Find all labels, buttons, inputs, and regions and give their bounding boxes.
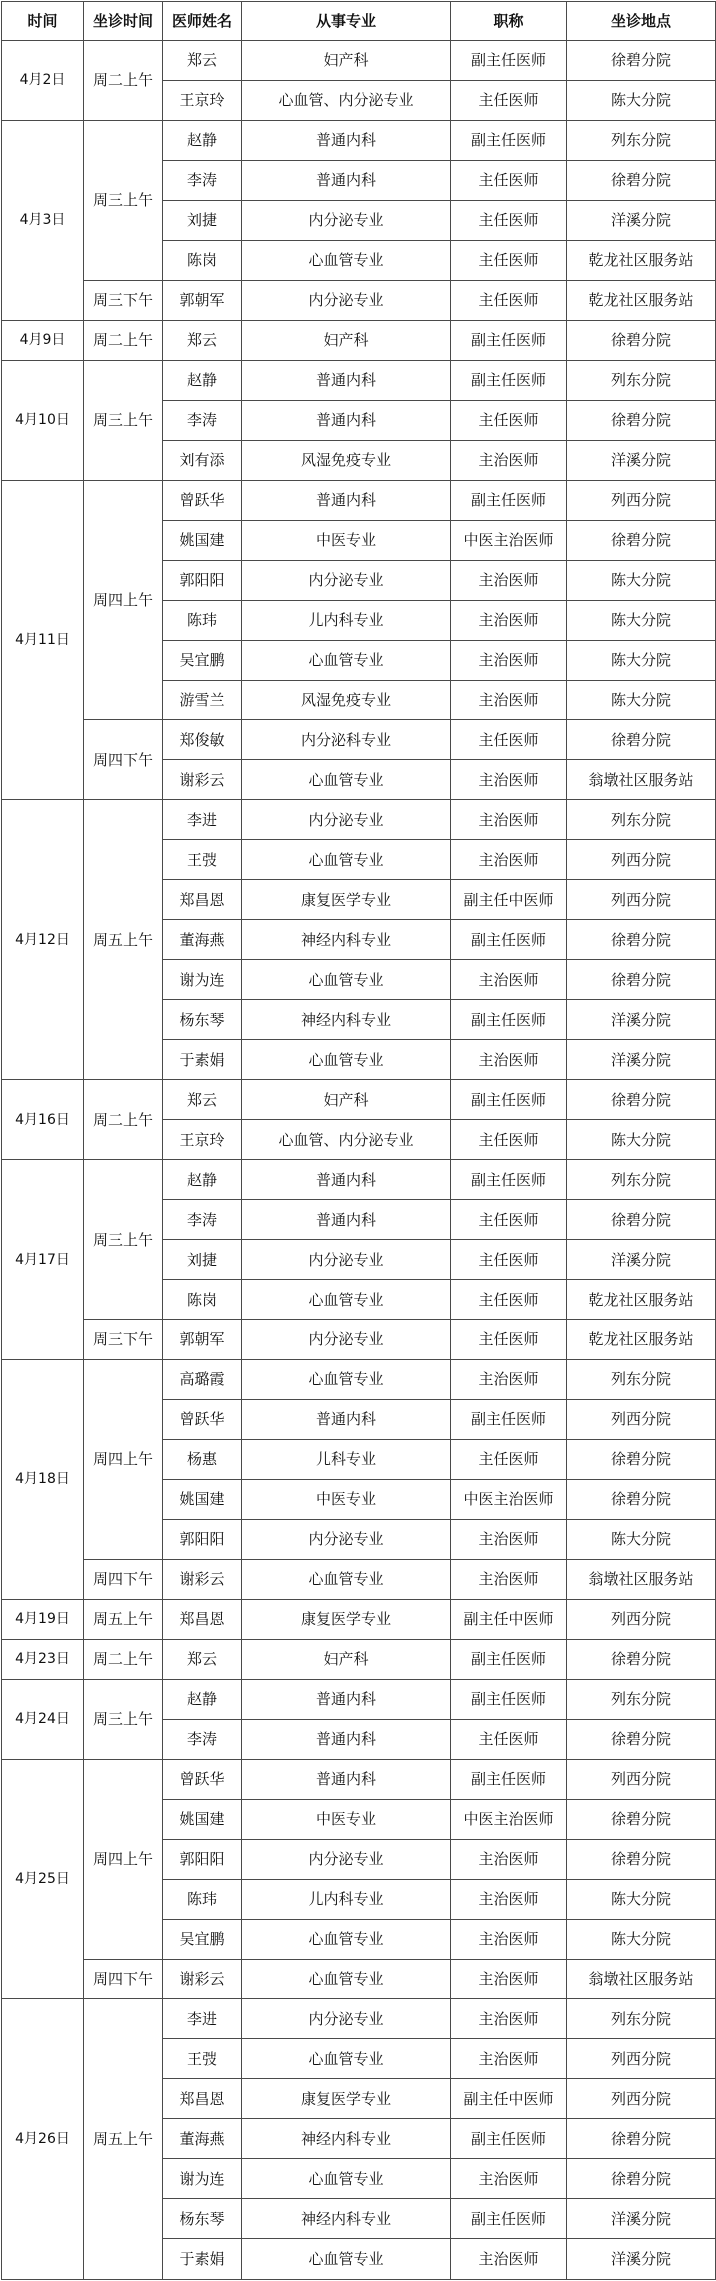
table-row — [2, 1599, 716, 1639]
location-cell: 列西分院 — [567, 880, 716, 920]
specialty-cell: 康复医学专业 — [242, 1599, 451, 1639]
specialty-cell: 康复医学专业 — [242, 880, 451, 920]
doctor-name-cell: 王京玲 — [163, 1120, 242, 1160]
session-time-cell: 周三上午 — [84, 120, 163, 280]
session-time-cell: 周四上午 — [84, 480, 163, 720]
title-cell: 主治医师 — [451, 1919, 567, 1959]
doctor-name-cell: 郑云 — [163, 320, 242, 360]
doctor-name-cell: 董海燕 — [163, 2119, 242, 2159]
location-cell: 徐碧分院 — [567, 400, 716, 440]
schedule-body — [2, 41, 716, 2280]
location-cell: 徐碧分院 — [567, 1719, 716, 1759]
title-cell: 副主任中医师 — [451, 2079, 567, 2119]
session-time-cell: 周三上午 — [84, 1160, 163, 1320]
location-cell: 洋溪分院 — [567, 440, 716, 480]
session-time-cell: 周二上午 — [84, 1639, 163, 1679]
location-cell: 乾龙社区服务站 — [567, 1320, 716, 1360]
doctor-name-cell: 陈岗 — [163, 240, 242, 280]
doctor-name-cell: 王京玲 — [163, 80, 242, 120]
title-cell: 副主任中医师 — [451, 1599, 567, 1639]
location-cell: 列东分院 — [567, 1679, 716, 1719]
doctor-name-cell: 杨惠 — [163, 1439, 242, 1479]
doctor-name-cell: 李涛 — [163, 160, 242, 200]
specialty-cell: 妇产科 — [242, 1639, 451, 1679]
location-cell: 徐碧分院 — [567, 320, 716, 360]
title-cell: 主治医师 — [451, 1999, 567, 2039]
table-row — [2, 1999, 716, 2039]
date-cell: 4月3日 — [2, 120, 84, 320]
specialty-cell: 心血管专业 — [242, 760, 451, 800]
table-row — [2, 1679, 716, 1719]
title-cell: 副主任医师 — [451, 2199, 567, 2239]
session-time-cell: 周五上午 — [84, 800, 163, 1080]
specialty-cell: 普通内科 — [242, 360, 451, 400]
title-cell: 副主任医师 — [451, 920, 567, 960]
location-cell: 徐碧分院 — [567, 960, 716, 1000]
specialty-cell: 普通内科 — [242, 1399, 451, 1439]
location-cell: 列东分院 — [567, 120, 716, 160]
doctor-name-cell: 王弢 — [163, 2039, 242, 2079]
location-cell: 列西分院 — [567, 2039, 716, 2079]
location-cell: 洋溪分院 — [567, 2239, 716, 2280]
title-cell: 主任医师 — [451, 240, 567, 280]
session-time-cell: 周五上午 — [84, 1999, 163, 2280]
title-cell: 主治医师 — [451, 2159, 567, 2199]
location-cell: 列西分院 — [567, 480, 716, 520]
title-cell: 主治医师 — [451, 1839, 567, 1879]
table-row — [2, 1080, 716, 1120]
specialty-cell: 内分泌科专业 — [242, 720, 451, 760]
location-cell: 陈大分院 — [567, 560, 716, 600]
date-cell: 4月9日 — [2, 320, 84, 360]
title-cell: 主治医师 — [451, 840, 567, 880]
table-row — [2, 1320, 716, 1360]
title-cell: 主任医师 — [451, 280, 567, 320]
location-cell: 乾龙社区服务站 — [567, 240, 716, 280]
specialty-cell: 神经内科专业 — [242, 1000, 451, 1040]
date-cell: 4月19日 — [2, 1599, 84, 1639]
table-row — [2, 360, 716, 400]
specialty-cell: 妇产科 — [242, 320, 451, 360]
location-cell: 列西分院 — [567, 1759, 716, 1799]
location-cell: 乾龙社区服务站 — [567, 1280, 716, 1320]
doctor-name-cell: 于素娟 — [163, 1040, 242, 1080]
doctor-name-cell: 杨东琴 — [163, 1000, 242, 1040]
doctor-name-cell: 郭朝军 — [163, 1320, 242, 1360]
specialty-cell: 心血管专业 — [242, 1959, 451, 1999]
location-cell: 乾龙社区服务站 — [567, 280, 716, 320]
doctor-name-cell: 郑昌恩 — [163, 880, 242, 920]
specialty-cell: 心血管、内分泌专业 — [242, 1120, 451, 1160]
specialty-cell: 妇产科 — [242, 1080, 451, 1120]
doctor-name-cell: 郭阳阳 — [163, 1839, 242, 1879]
doctor-name-cell: 郑昌恩 — [163, 1599, 242, 1639]
specialty-cell: 风湿免疫专业 — [242, 680, 451, 720]
title-cell: 主任医师 — [451, 1320, 567, 1360]
doctor-name-cell: 郑云 — [163, 1639, 242, 1679]
title-cell: 主治医师 — [451, 1359, 567, 1399]
title-cell: 主治医师 — [451, 600, 567, 640]
title-cell: 副主任医师 — [451, 1679, 567, 1719]
doctor-name-cell: 赵静 — [163, 360, 242, 400]
specialty-cell: 内分泌专业 — [242, 1839, 451, 1879]
location-cell: 翁墩社区服务站 — [567, 760, 716, 800]
specialty-cell: 心血管专业 — [242, 2159, 451, 2199]
header-location: 坐诊地点 — [567, 2, 716, 41]
doctor-name-cell: 赵静 — [163, 1160, 242, 1200]
location-cell: 陈大分院 — [567, 600, 716, 640]
session-time-cell: 周二上午 — [84, 41, 163, 121]
title-cell: 副主任医师 — [451, 1399, 567, 1439]
session-time-cell: 周三下午 — [84, 1320, 163, 1360]
location-cell: 列东分院 — [567, 1359, 716, 1399]
date-cell: 4月10日 — [2, 360, 84, 480]
table-row — [2, 320, 716, 360]
specialty-cell: 风湿免疫专业 — [242, 440, 451, 480]
title-cell: 主治医师 — [451, 2239, 567, 2280]
table-row — [2, 1160, 716, 1200]
doctor-name-cell: 谢彩云 — [163, 1959, 242, 1999]
title-cell: 副主任医师 — [451, 120, 567, 160]
specialty-cell: 内分泌专业 — [242, 560, 451, 600]
location-cell: 徐碧分院 — [567, 1080, 716, 1120]
session-time-cell: 周四下午 — [84, 1959, 163, 1999]
session-time-cell: 周四上午 — [84, 1359, 163, 1559]
title-cell: 主任医师 — [451, 720, 567, 760]
date-cell: 4月2日 — [2, 41, 84, 121]
location-cell: 洋溪分院 — [567, 1000, 716, 1040]
title-cell: 中医主治医师 — [451, 1479, 567, 1519]
doctor-name-cell: 姚国建 — [163, 1799, 242, 1839]
session-time-cell: 周二上午 — [84, 1080, 163, 1160]
doctor-name-cell: 刘捷 — [163, 200, 242, 240]
header-session-time: 坐诊时间 — [84, 2, 163, 41]
specialty-cell: 心血管专业 — [242, 240, 451, 280]
title-cell: 主治医师 — [451, 640, 567, 680]
specialty-cell: 内分泌专业 — [242, 1240, 451, 1280]
title-cell: 主任医师 — [451, 1719, 567, 1759]
title-cell: 主治医师 — [451, 440, 567, 480]
date-cell: 4月23日 — [2, 1639, 84, 1679]
location-cell: 徐碧分院 — [567, 160, 716, 200]
doctor-name-cell: 李进 — [163, 800, 242, 840]
doctor-name-cell: 董海燕 — [163, 920, 242, 960]
title-cell: 副主任医师 — [451, 1759, 567, 1799]
specialty-cell: 普通内科 — [242, 1200, 451, 1240]
specialty-cell: 普通内科 — [242, 120, 451, 160]
title-cell: 主任医师 — [451, 200, 567, 240]
location-cell: 徐碧分院 — [567, 41, 716, 81]
specialty-cell: 神经内科专业 — [242, 2199, 451, 2239]
doctor-name-cell: 陈玮 — [163, 1879, 242, 1919]
title-cell: 主任医师 — [451, 400, 567, 440]
title-cell: 主治医师 — [451, 560, 567, 600]
specialty-cell: 康复医学专业 — [242, 2079, 451, 2119]
title-cell: 主任医师 — [451, 1200, 567, 1240]
specialty-cell: 中医专业 — [242, 520, 451, 560]
location-cell: 陈大分院 — [567, 1519, 716, 1559]
doctor-name-cell: 赵静 — [163, 120, 242, 160]
doctor-name-cell: 郑俊敏 — [163, 720, 242, 760]
title-cell: 副主任医师 — [451, 360, 567, 400]
location-cell: 列西分院 — [567, 2079, 716, 2119]
location-cell: 陈大分院 — [567, 1879, 716, 1919]
specialty-cell: 儿科专业 — [242, 1439, 451, 1479]
location-cell: 徐碧分院 — [567, 2159, 716, 2199]
title-cell: 中医主治医师 — [451, 520, 567, 560]
location-cell: 徐碧分院 — [567, 1439, 716, 1479]
location-cell: 翁墩社区服务站 — [567, 1959, 716, 1999]
header-row — [2, 2, 716, 41]
table-row — [2, 1959, 716, 1999]
title-cell: 副主任医师 — [451, 1160, 567, 1200]
clinic-schedule-table — [1, 1, 716, 2280]
date-cell: 4月25日 — [2, 1759, 84, 1999]
specialty-cell: 内分泌专业 — [242, 1320, 451, 1360]
doctor-name-cell: 郑昌恩 — [163, 2079, 242, 2119]
doctor-name-cell: 吴宜鹏 — [163, 1919, 242, 1959]
title-cell: 主任医师 — [451, 160, 567, 200]
header-title: 职称 — [451, 2, 567, 41]
date-cell: 4月24日 — [2, 1679, 84, 1759]
date-cell: 4月16日 — [2, 1080, 84, 1160]
session-time-cell: 周四上午 — [84, 1759, 163, 1959]
session-time-cell: 周三上午 — [84, 360, 163, 480]
doctor-name-cell: 谢彩云 — [163, 760, 242, 800]
session-time-cell: 周四下午 — [84, 1559, 163, 1599]
date-cell: 4月26日 — [2, 1999, 84, 2280]
specialty-cell: 儿内科专业 — [242, 600, 451, 640]
specialty-cell: 心血管专业 — [242, 1280, 451, 1320]
location-cell: 列西分院 — [567, 840, 716, 880]
doctor-name-cell: 陈玮 — [163, 600, 242, 640]
location-cell: 徐碧分院 — [567, 520, 716, 560]
specialty-cell: 普通内科 — [242, 480, 451, 520]
location-cell: 陈大分院 — [567, 1919, 716, 1959]
specialty-cell: 内分泌专业 — [242, 1999, 451, 2039]
date-cell: 4月11日 — [2, 480, 84, 800]
date-cell: 4月17日 — [2, 1160, 84, 1360]
title-cell: 主治医师 — [451, 800, 567, 840]
date-cell: 4月12日 — [2, 800, 84, 1080]
doctor-name-cell: 李涛 — [163, 400, 242, 440]
specialty-cell: 内分泌专业 — [242, 280, 451, 320]
title-cell: 副主任医师 — [451, 320, 567, 360]
title-cell: 主任医师 — [451, 1439, 567, 1479]
title-cell: 主任医师 — [451, 80, 567, 120]
session-time-cell: 周三下午 — [84, 280, 163, 320]
doctor-name-cell: 刘有添 — [163, 440, 242, 480]
doctor-name-cell: 姚国建 — [163, 520, 242, 560]
doctor-name-cell: 曾跃华 — [163, 1399, 242, 1439]
location-cell: 列东分院 — [567, 1999, 716, 2039]
location-cell: 陈大分院 — [567, 1120, 716, 1160]
doctor-name-cell: 李涛 — [163, 1200, 242, 1240]
location-cell: 徐碧分院 — [567, 920, 716, 960]
location-cell: 陈大分院 — [567, 680, 716, 720]
title-cell: 主治医师 — [451, 680, 567, 720]
doctor-name-cell: 李进 — [163, 1999, 242, 2039]
date-cell: 4月18日 — [2, 1359, 84, 1599]
location-cell: 列东分院 — [567, 800, 716, 840]
header-specialty: 从事专业 — [242, 2, 451, 41]
doctor-name-cell: 郑云 — [163, 41, 242, 81]
doctor-name-cell: 曾跃华 — [163, 1759, 242, 1799]
doctor-name-cell: 郭朝军 — [163, 280, 242, 320]
location-cell: 陈大分院 — [567, 80, 716, 120]
doctor-name-cell: 曾跃华 — [163, 480, 242, 520]
doctor-name-cell: 游雪兰 — [163, 680, 242, 720]
session-time-cell: 周三上午 — [84, 1679, 163, 1759]
specialty-cell: 妇产科 — [242, 41, 451, 81]
title-cell: 副主任医师 — [451, 2119, 567, 2159]
doctor-name-cell: 郑云 — [163, 1080, 242, 1120]
specialty-cell: 心血管专业 — [242, 1359, 451, 1399]
session-time-cell: 周二上午 — [84, 320, 163, 360]
specialty-cell: 内分泌专业 — [242, 1519, 451, 1559]
title-cell: 主任医师 — [451, 1240, 567, 1280]
location-cell: 陈大分院 — [567, 640, 716, 680]
doctor-name-cell: 赵静 — [163, 1679, 242, 1719]
doctor-name-cell: 李涛 — [163, 1719, 242, 1759]
title-cell: 主治医师 — [451, 760, 567, 800]
table-row — [2, 800, 716, 840]
table-row — [2, 1639, 716, 1679]
table-row — [2, 1759, 716, 1799]
specialty-cell: 心血管专业 — [242, 1040, 451, 1080]
header-doctor-name: 医师姓名 — [163, 2, 242, 41]
table-row — [2, 280, 716, 320]
doctor-name-cell: 姚国建 — [163, 1479, 242, 1519]
title-cell: 副主任医师 — [451, 480, 567, 520]
location-cell: 列东分院 — [567, 360, 716, 400]
specialty-cell: 心血管、内分泌专业 — [242, 80, 451, 120]
location-cell: 徐碧分院 — [567, 1839, 716, 1879]
title-cell: 主治医师 — [451, 1879, 567, 1919]
specialty-cell: 普通内科 — [242, 160, 451, 200]
title-cell: 主治医师 — [451, 1040, 567, 1080]
specialty-cell: 普通内科 — [242, 1679, 451, 1719]
location-cell: 列东分院 — [567, 1160, 716, 1200]
doctor-name-cell: 郭阳阳 — [163, 1519, 242, 1559]
session-time-cell: 周五上午 — [84, 1599, 163, 1639]
table-row — [2, 720, 716, 760]
location-cell: 列西分院 — [567, 1599, 716, 1639]
location-cell: 洋溪分院 — [567, 1240, 716, 1280]
table-row — [2, 1359, 716, 1399]
location-cell: 洋溪分院 — [567, 1040, 716, 1080]
table-row — [2, 120, 716, 160]
title-cell: 副主任医师 — [451, 1639, 567, 1679]
specialty-cell: 心血管专业 — [242, 960, 451, 1000]
specialty-cell: 儿内科专业 — [242, 1879, 451, 1919]
specialty-cell: 神经内科专业 — [242, 2119, 451, 2159]
specialty-cell: 心血管专业 — [242, 1559, 451, 1599]
title-cell: 副主任医师 — [451, 1080, 567, 1120]
doctor-name-cell: 于素娟 — [163, 2239, 242, 2280]
location-cell: 徐碧分院 — [567, 1479, 716, 1519]
location-cell: 徐碧分院 — [567, 720, 716, 760]
doctor-name-cell: 陈岗 — [163, 1280, 242, 1320]
doctor-name-cell: 郭阳阳 — [163, 560, 242, 600]
doctor-name-cell: 王弢 — [163, 840, 242, 880]
title-cell: 副主任医师 — [451, 1000, 567, 1040]
session-time-cell: 周四下午 — [84, 720, 163, 800]
specialty-cell: 普通内科 — [242, 400, 451, 440]
specialty-cell: 中医专业 — [242, 1479, 451, 1519]
specialty-cell: 普通内科 — [242, 1759, 451, 1799]
location-cell: 徐碧分院 — [567, 1639, 716, 1679]
doctor-name-cell: 谢为连 — [163, 960, 242, 1000]
doctor-name-cell: 刘捷 — [163, 1240, 242, 1280]
doctor-name-cell: 高璐霞 — [163, 1359, 242, 1399]
specialty-cell: 心血管专业 — [242, 840, 451, 880]
title-cell: 主任医师 — [451, 1280, 567, 1320]
table-row — [2, 480, 716, 520]
title-cell: 主治医师 — [451, 1559, 567, 1599]
specialty-cell: 普通内科 — [242, 1160, 451, 1200]
title-cell: 中医主治医师 — [451, 1799, 567, 1839]
location-cell: 洋溪分院 — [567, 2199, 716, 2239]
location-cell: 翁墩社区服务站 — [567, 1559, 716, 1599]
specialty-cell: 心血管专业 — [242, 1919, 451, 1959]
doctor-name-cell: 谢为连 — [163, 2159, 242, 2199]
title-cell: 副主任中医师 — [451, 880, 567, 920]
specialty-cell: 神经内科专业 — [242, 920, 451, 960]
title-cell: 主治医师 — [451, 1519, 567, 1559]
table-row — [2, 41, 716, 81]
doctor-name-cell: 谢彩云 — [163, 1559, 242, 1599]
title-cell: 主任医师 — [451, 1120, 567, 1160]
title-cell: 副主任医师 — [451, 41, 567, 81]
doctor-name-cell: 吴宜鹏 — [163, 640, 242, 680]
location-cell: 徐碧分院 — [567, 2119, 716, 2159]
location-cell: 列西分院 — [567, 1399, 716, 1439]
specialty-cell: 内分泌专业 — [242, 200, 451, 240]
specialty-cell: 中医专业 — [242, 1799, 451, 1839]
table-row — [2, 1559, 716, 1599]
specialty-cell: 心血管专业 — [242, 2039, 451, 2079]
title-cell: 主治医师 — [451, 1959, 567, 1999]
specialty-cell: 心血管专业 — [242, 640, 451, 680]
title-cell: 主治医师 — [451, 2039, 567, 2079]
specialty-cell: 普通内科 — [242, 1719, 451, 1759]
location-cell: 徐碧分院 — [567, 1200, 716, 1240]
specialty-cell: 心血管专业 — [242, 2239, 451, 2280]
title-cell: 主治医师 — [451, 960, 567, 1000]
header-date: 时间 — [2, 2, 84, 41]
doctor-name-cell: 杨东琴 — [163, 2199, 242, 2239]
location-cell: 洋溪分院 — [567, 200, 716, 240]
location-cell: 徐碧分院 — [567, 1799, 716, 1839]
specialty-cell: 内分泌专业 — [242, 800, 451, 840]
